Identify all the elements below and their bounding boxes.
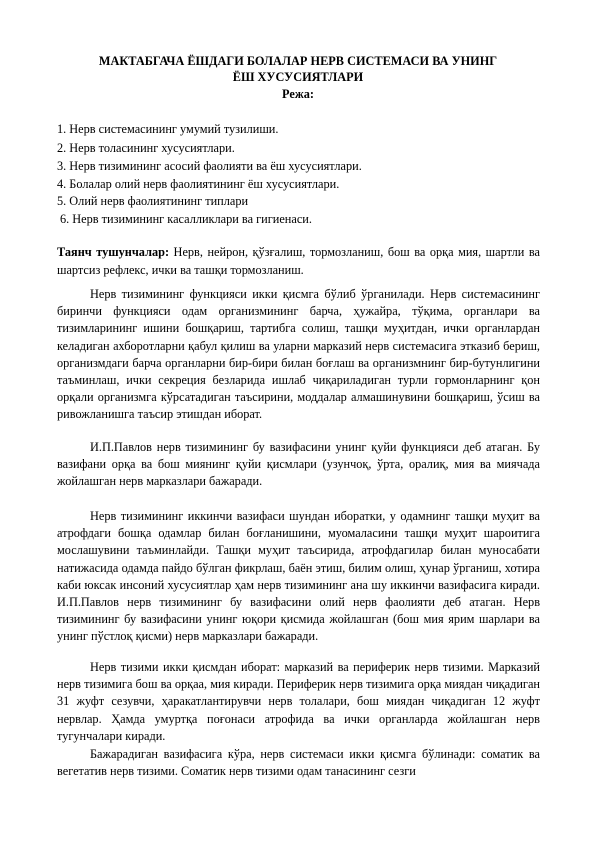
body-paragraph-5: Бажарадиган вазифасига кўра, нерв системаси икки қисмга бўлинади: соматик ва вегетатив нерв тизими. Соматик нерв тизими одам танасининг сезги [57, 747, 540, 779]
plan-heading: Режа: [282, 87, 314, 101]
body-paragraph-2: И.П.Павлов нерв тизимининг бу вазифасини унинг қуйи функцияси деб атаган. Бу вазифани орқа ва бош миянинг қуйи қисмлари (узунчоқ, ўрта, оралиқ, мия ва миячада жойлашган нерв марказлари бажаради. [57, 440, 540, 489]
document-title-line-2: ЁШ ХУСУСИЯТЛАРИ [232, 70, 364, 84]
document-title-line-1: МАКТАБГАЧА ЁШДАГИ БОЛАЛАР НЕРВ СИСТЕМАСИ ВА УНИНГ [98, 54, 498, 68]
body-paragraph-4: Нерв тизими икки қисмдан иборат: марказий ва периферик нерв тизими. Марказий нерв тизимига бош ва орқаа, мия киради. Периферик нерв тизимига орқа миядан чиқадиган 31 жуфт сезувчи, ҳаракатлантирувчи нерв толалари, бош миядан чиқадиган 12 жуфт нервлар. Ҳамда умуртқа поғонаси атрофида ва ички органларда жойлашган нерв тугунчалари киради. [57, 660, 540, 743]
body-paragraph-1: Нерв тизимининг функцияси икки қисмга бўлиб ўрганилади. Нерв системасининг биринчи функцияси одам организмининг барча, ҳужайра, тўқима, органлари ва тизимларининг ишини бошқариш, тартибга солиш, ташқи муҳитдан, ички органлардан келадиган ахборотларни қабул қилиш ва уларни марказий нерв системасига этказиб бериш, организмдаги барча органларни бир-бири билан боғлаш ва организмнинг бир-бутунлигини таъминлаш, ички секреция безларида ишлаб чиқариладиган турли гормонларнинг қон орқали организмга кўрсатадиган таъсирини, моддалар алмашинувини бошқариш, ўсиш ва ривожланишга таъсир этишдан иборат. [57, 287, 540, 422]
key-concepts-paragraph [57, 243, 540, 279]
plan-item-6: 6. Нерв тизимининг касалликлари ва гигиенаси. [60, 212, 312, 226]
plan-item-5: 5. Олий нерв фаолиятининг типлари [57, 194, 249, 208]
plan-item-1: 1. Нерв системасининг умумий тузилиши. [57, 122, 279, 136]
plan-item-3: 3. Нерв тизимининг асосий фаолияти ва ёш хусусиятлари. [57, 159, 362, 173]
key-concepts-label: Таянч тушунчалар: [57, 245, 170, 259]
body-paragraph-3: Нерв тизимининг иккинчи вазифаси шундан иборатки, у одамнинг ташқи муҳит ва атрофдаги бошқа одамлар билан боғланишини, муомаласини ташқи муҳит шароитига мослашувини таъминлайди. Ташқи муҳит таъсирида, атрофдагилар билан муносабати натижасида одамда пайдо бўлган фикрлаш, баён этиш, билим олиш, ҳунар ўрганиш, хотира каби юксак инсоний хусусиятлар ҳам нерв тизимининг ана шу иккинчи вазифасига киради. И.П.Павлов нерв тизимининг бу вазифасини олий нерв фаолияти деб атаган. Нерв тизимининг бу вазифасини унинг юқори қисмида жойлашган (бош мия ярим шарлари ва унинг пўстлоқ қисми) нерв марказлари бажаради. [57, 509, 540, 644]
key-concepts-text: Нерв, нейрон, қўзғалиш, тормозланиш, бош ва орқа мия, шартли ва шартсиз рефлекс, ички ва ташқи тормозланиш. [57, 245, 540, 277]
plan-item-4: 4. Болалар олий нерв фаолиятининг ёш хусусиятлари. [57, 177, 340, 191]
plan-item-2: 2. Нерв толасининг хусусиятлари. [57, 141, 235, 155]
